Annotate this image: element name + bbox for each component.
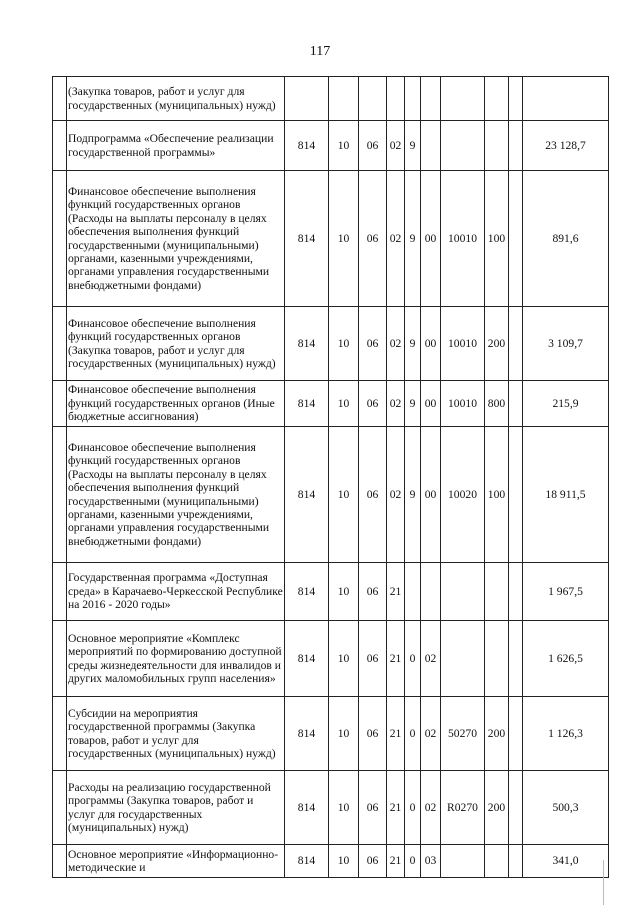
code-cell: [441, 121, 485, 171]
sum-cell: 500,3: [523, 771, 609, 845]
empty-cell: [509, 427, 523, 563]
code-cell: 02: [387, 121, 405, 171]
code-cell: 00: [421, 427, 441, 563]
empty-cell: [509, 621, 523, 697]
code-cell: 814: [285, 381, 329, 427]
code-cell: 9: [405, 171, 421, 307]
code-cell: 21: [387, 697, 405, 771]
code-cell: 814: [285, 171, 329, 307]
row-index-cell: [53, 171, 67, 307]
sum-cell: 23 128,7: [523, 121, 609, 171]
code-cell: 02: [421, 697, 441, 771]
code-cell: 02: [421, 621, 441, 697]
code-cell: 06: [359, 307, 387, 381]
code-cell: [285, 77, 329, 121]
row-name-cell: Расходы на реализацию государственной программы (Закупка товаров, работ и услуг для государственных (муниципальных) нужд): [67, 771, 285, 845]
code-cell: [421, 121, 441, 171]
code-cell: 814: [285, 771, 329, 845]
row-name-cell: Основное мероприятие «Информационно-методические и: [67, 845, 285, 878]
code-cell: [485, 121, 509, 171]
code-cell: 10: [329, 771, 359, 845]
code-cell: 00: [421, 381, 441, 427]
code-cell: 10: [329, 563, 359, 621]
code-cell: 06: [359, 621, 387, 697]
code-cell: 814: [285, 563, 329, 621]
code-cell: [405, 77, 421, 121]
empty-cell: [509, 307, 523, 381]
code-cell: 10: [329, 381, 359, 427]
empty-cell: [509, 171, 523, 307]
row-index-cell: [53, 771, 67, 845]
sum-cell: [523, 77, 609, 121]
code-cell: [421, 77, 441, 121]
code-cell: 06: [359, 845, 387, 878]
code-cell: 06: [359, 563, 387, 621]
code-cell: 9: [405, 307, 421, 381]
code-cell: 02: [387, 381, 405, 427]
code-cell: 10: [329, 307, 359, 381]
table-row: [53, 171, 609, 307]
code-cell: 10: [329, 121, 359, 171]
row-index-cell: [53, 307, 67, 381]
code-cell: [387, 77, 405, 121]
code-cell: 200: [485, 771, 509, 845]
code-cell: 06: [359, 771, 387, 845]
code-cell: 814: [285, 427, 329, 563]
code-cell: 02: [421, 771, 441, 845]
code-cell: 50270: [441, 697, 485, 771]
code-cell: 10020: [441, 427, 485, 563]
code-cell: 0: [405, 697, 421, 771]
row-index-cell: [53, 381, 67, 427]
sum-cell: 18 911,5: [523, 427, 609, 563]
code-cell: 10: [329, 171, 359, 307]
row-name-cell: Финансовое обеспечение выполнения функций государственных органов (Иные бюджетные ассигнования): [67, 381, 285, 427]
table-row: [53, 771, 609, 845]
code-cell: R0270: [441, 771, 485, 845]
code-cell: 06: [359, 697, 387, 771]
code-cell: [359, 77, 387, 121]
code-cell: [441, 563, 485, 621]
sum-cell: 1 626,5: [523, 621, 609, 697]
row-index-cell: [53, 77, 67, 121]
code-cell: [421, 563, 441, 621]
table-row: [53, 697, 609, 771]
page-number: 117: [309, 44, 331, 59]
code-cell: [329, 77, 359, 121]
code-cell: 9: [405, 381, 421, 427]
row-name-cell: Основное мероприятие «Комплекс мероприятий по формированию доступной среды жизнедеятельности для инвалидов и других маломобильных групп населения»: [67, 621, 285, 697]
table-row: [53, 427, 609, 563]
empty-cell: [509, 845, 523, 878]
empty-cell: [509, 771, 523, 845]
code-cell: 03: [421, 845, 441, 878]
code-cell: 21: [387, 771, 405, 845]
code-cell: [441, 845, 485, 878]
row-name-cell: Финансовое обеспечение выполнения функций государственных органов (Расходы на выплаты персоналу в целях обеспечения выполнения функций государственными (муниципальными) органами, казенными учреждениями, органами управления государственными внебюджетными фондами): [67, 171, 285, 307]
code-cell: [485, 845, 509, 878]
code-cell: 10010: [441, 171, 485, 307]
table-row: [53, 381, 609, 427]
code-cell: [485, 621, 509, 697]
sum-cell: 3 109,7: [523, 307, 609, 381]
sum-cell: 891,6: [523, 171, 609, 307]
code-cell: 814: [285, 621, 329, 697]
code-cell: 0: [405, 621, 421, 697]
row-name-cell: Подпрограмма «Обеспечение реализации государственной программы»: [67, 121, 285, 171]
table-row: [53, 845, 609, 878]
code-cell: 10: [329, 845, 359, 878]
budget-table: [52, 76, 609, 878]
row-name-cell: Финансовое обеспечение выполнения функций государственных органов (Закупка товаров, работ и услуг для государственных (муниципальных) нужд): [67, 307, 285, 381]
code-cell: 200: [485, 697, 509, 771]
code-cell: 00: [421, 307, 441, 381]
code-cell: 200: [485, 307, 509, 381]
code-cell: [485, 77, 509, 121]
row-index-cell: [53, 121, 67, 171]
code-cell: 06: [359, 427, 387, 563]
code-cell: 21: [387, 845, 405, 878]
code-cell: 10: [329, 697, 359, 771]
row-name-cell: Субсидии на мероприятия государственной программы (Закупка товаров, работ и услуг для государственных (муниципальных) нужд): [67, 697, 285, 771]
row-name-cell: (Закупка товаров, работ и услуг для государственных (муниципальных) нужд): [67, 77, 285, 121]
code-cell: 02: [387, 171, 405, 307]
code-cell: 10010: [441, 307, 485, 381]
code-cell: 100: [485, 427, 509, 563]
table-row: [53, 121, 609, 171]
sum-cell: 1 967,5: [523, 563, 609, 621]
empty-cell: [509, 563, 523, 621]
row-index-cell: [53, 563, 67, 621]
row-index-cell: [53, 697, 67, 771]
table-row: [53, 621, 609, 697]
code-cell: [405, 563, 421, 621]
code-cell: 0: [405, 771, 421, 845]
table-row: [53, 77, 609, 121]
code-cell: 10: [329, 621, 359, 697]
row-name-cell: Финансовое обеспечение выполнения функций государственных органов (Расходы на выплаты персоналу в целях обеспечения выполнения функций государственными (муниципальными) органами, казенными учреждениями, органами управления государственными внебюджетными фондами): [67, 427, 285, 563]
table-row: [53, 563, 609, 621]
code-cell: 00: [421, 171, 441, 307]
code-cell: 9: [405, 121, 421, 171]
code-cell: 02: [387, 427, 405, 563]
row-name-cell: Государственная программа «Доступная среда» в Карачаево-Черкесской Республике на 2016 - 2020 годы»: [67, 563, 285, 621]
code-cell: 10010: [441, 381, 485, 427]
code-cell: [441, 621, 485, 697]
row-index-cell: [53, 427, 67, 563]
code-cell: 02: [387, 307, 405, 381]
code-cell: 21: [387, 621, 405, 697]
margin-line: [603, 860, 604, 905]
sum-cell: 215,9: [523, 381, 609, 427]
code-cell: 800: [485, 381, 509, 427]
code-cell: 814: [285, 121, 329, 171]
row-index-cell: [53, 621, 67, 697]
code-cell: 06: [359, 171, 387, 307]
row-index-cell: [53, 845, 67, 878]
sum-cell: 341,0: [523, 845, 609, 878]
empty-cell: [509, 121, 523, 171]
code-cell: 814: [285, 845, 329, 878]
code-cell: 100: [485, 171, 509, 307]
code-cell: 06: [359, 381, 387, 427]
code-cell: 21: [387, 563, 405, 621]
code-cell: 9: [405, 427, 421, 563]
empty-cell: [509, 381, 523, 427]
code-cell: 06: [359, 121, 387, 171]
code-cell: [441, 77, 485, 121]
code-cell: 814: [285, 307, 329, 381]
sum-cell: 1 126,3: [523, 697, 609, 771]
code-cell: 10: [329, 427, 359, 563]
code-cell: 814: [285, 697, 329, 771]
code-cell: 0: [405, 845, 421, 878]
table-row: [53, 307, 609, 381]
empty-cell: [509, 697, 523, 771]
empty-cell: [509, 77, 523, 121]
code-cell: [485, 563, 509, 621]
